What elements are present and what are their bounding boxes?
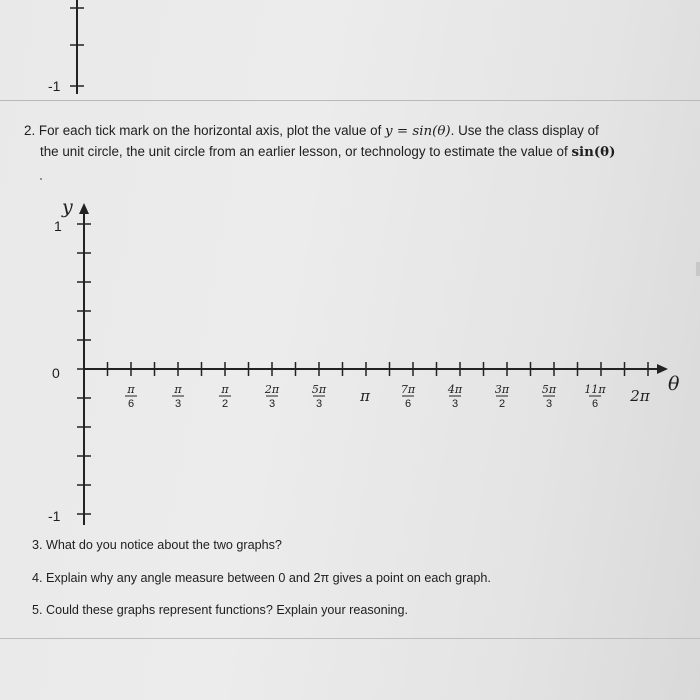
x-tick-label-denominator: 3 (268, 398, 276, 410)
x-tick-label (219, 383, 231, 410)
question-2-text-end: . Use the class display of (450, 123, 599, 138)
previous-y-min-label: -1 (48, 78, 61, 94)
question-2-number: 2. (24, 123, 36, 138)
x-tick-label (264, 383, 280, 410)
x-tick-label-numerator: π (221, 383, 229, 396)
x-tick-label-numerator: 11π (584, 383, 606, 396)
sine-graph (48, 196, 680, 525)
x-tick-label-numerator: 3π (494, 383, 510, 396)
x-tick-label-numerator: π (127, 383, 135, 396)
x-tick-label-denominator: 3 (174, 398, 182, 410)
x-tick-label-denominator: 3 (315, 398, 323, 410)
y-tick-label-max: 1 (54, 218, 62, 234)
x-tick-label-denominator: 6 (127, 398, 135, 410)
question-5: 5. Could these graphs represent functions? Explain your reasoning. (32, 603, 408, 617)
y-axis-label: y (62, 196, 73, 218)
x-tick-label-text: 2π (630, 387, 650, 405)
x-tick-label-numerator: 5π (541, 383, 557, 396)
x-tick-label (401, 383, 416, 410)
y-tick-label-min: -1 (48, 508, 61, 524)
x-tick-label (125, 383, 137, 410)
question-2-line-1 (24, 121, 684, 142)
x-tick-label-denominator: 2 (221, 398, 229, 410)
x-tick-label (312, 383, 327, 410)
stray-dot (40, 178, 42, 180)
x-tick-label-numerator: π (174, 383, 182, 396)
x-axis-arrow (657, 364, 668, 374)
x-tick-label-denominator: 6 (591, 398, 599, 410)
x-tick-label (495, 383, 510, 410)
question-2-sin-expression: sin(θ) (571, 144, 616, 160)
x-tick-label-denominator: 6 (404, 398, 412, 410)
question-2-text: For each tick mark on the horizontal axis, plot the value of (38, 123, 382, 138)
x-tick-label-denominator: 3 (545, 398, 553, 410)
question-2 (24, 121, 684, 162)
x-tick-label-denominator: 3 (451, 398, 459, 410)
x-tick-label (172, 383, 184, 410)
y-tick-label-zero: 0 (52, 365, 60, 381)
x-axis-label: θ (668, 373, 680, 395)
question-2-equation: y = sin(θ) (385, 124, 451, 139)
x-tick-label (447, 383, 463, 410)
question-2-line-2 (24, 142, 684, 162)
x-tick-label (584, 383, 606, 410)
x-tick-label (359, 387, 371, 405)
previous-graph (48, 0, 84, 94)
x-tick-label-denominator: 2 (498, 398, 506, 410)
x-tick-label-numerator: 7π (400, 383, 416, 396)
x-tick-label-numerator: 4π (447, 383, 463, 396)
x-tick-label (629, 387, 651, 405)
x-tick-labels (125, 383, 651, 410)
question-3: 3. What do you notice about the two graphs? (32, 538, 282, 552)
y-axis-arrow (79, 203, 89, 214)
x-tick-label-text: π (360, 387, 370, 405)
question-4: 4. Explain why any angle measure between 0 and 2π gives a point on each graph. (32, 571, 491, 585)
x-tick-label-numerator: 2π (264, 383, 280, 396)
x-tick-label-numerator: 5π (311, 383, 327, 396)
x-tick-label (542, 383, 557, 410)
question-2-text-2: the unit circle, the unit circle from an earlier lesson, or technology to estimate the value of (40, 144, 568, 159)
